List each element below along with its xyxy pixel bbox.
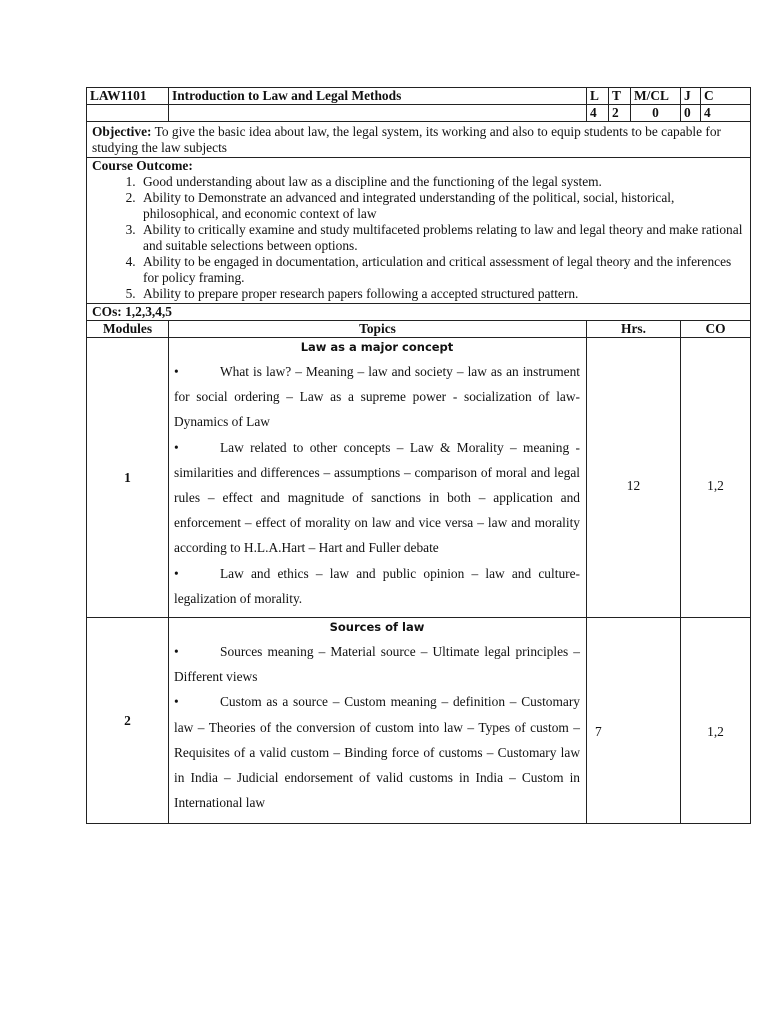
outcome-item: 4. Ability to be engaged in documentation, articulation and critical assessment of legal theory and the inferences for policy framing. — [139, 254, 745, 286]
bullet-icon: • — [174, 364, 179, 379]
column-header-co: CO — [681, 321, 751, 338]
module-hours: 12 — [587, 338, 681, 618]
module-number: 2 — [87, 618, 169, 824]
module-number: 1 — [87, 338, 169, 618]
topic-paragraph — [174, 689, 580, 815]
credit-label-c: C — [701, 88, 751, 105]
module-heading: Sources of law — [329, 620, 425, 635]
syllabus-table — [86, 87, 751, 824]
column-header-modules: Modules — [87, 321, 169, 338]
module-co: 1,2 — [681, 338, 751, 618]
column-header-topics: Topics — [169, 321, 587, 338]
column-header-row — [87, 321, 751, 338]
topic-text: Custom as a source – Custom meaning – definition – Customary law – Theories of the conversion of custom into law – Types of custom – Requisites of a valid custom – Binding force of customs – Customary law in India – Judicial endorsement of valid customs in India – Custom in International law — [174, 694, 580, 811]
topic-paragraph — [174, 435, 580, 561]
objective-cell — [87, 122, 751, 158]
topic-text: Law related to other concepts – Law & Morality – meaning - similarities and differences – assumptions – comparison of moral and legal rules – effect and magnitude of sanctions in both – application and enforcement – effect of morality on law and vice versa – law and morality according to H.L.A.Hart – Hart and Fuller debate — [174, 439, 580, 556]
outcome-item: 1. Good understanding about law as a discipline and the functioning of the legal system. — [139, 174, 745, 190]
module-topics — [169, 338, 587, 618]
module-row — [87, 618, 751, 824]
cos-line: COs: 1,2,3,4,5 — [87, 304, 751, 321]
credit-value-j: 0 — [681, 105, 701, 122]
credit-label-t: T — [609, 88, 631, 105]
cos-row — [87, 304, 751, 321]
course-outcome-cell — [87, 158, 751, 304]
topic-paragraph — [174, 639, 580, 689]
objective-row — [87, 122, 751, 158]
topic-text: What is law? – Meaning – law and society – law as an instrument for social ordering – Law as a supreme power - socialization of law- Dynamics of Law — [174, 364, 580, 430]
objective-text: To give the basic idea about law, the legal system, its working and also to equip students to be capable for studying the law subjects — [92, 124, 722, 155]
credit-label-j: J — [681, 88, 701, 105]
bullet-icon: • — [174, 565, 179, 581]
course-title: Introduction to Law and Legal Methods — [169, 88, 587, 105]
topic-paragraph — [174, 359, 580, 435]
blank-cell — [87, 105, 169, 122]
module-co: 1,2 — [681, 618, 751, 824]
module-row — [87, 338, 751, 618]
header-row — [87, 88, 751, 105]
objective-label: Objective: — [92, 124, 152, 139]
outcome-item: 5. Ability to prepare proper research papers following a accepted structured pattern. — [139, 286, 745, 302]
outcome-item: 2. Ability to Demonstrate an advanced and integrated understanding of the political, social, historical, philosophical, and economic context of law — [139, 190, 745, 222]
credit-value-t: 2 — [609, 105, 631, 122]
topic-paragraph — [174, 561, 580, 611]
course-outcome-label: Course Outcome: — [92, 158, 193, 173]
bullet-icon: • — [174, 694, 179, 710]
credit-values-row — [87, 105, 751, 122]
blank-cell — [169, 105, 587, 122]
topic-text: Law and ethics – law and public opinion – law and culture- legalization of morality. — [174, 565, 580, 606]
credit-value-l: 4 — [587, 105, 609, 122]
credit-label-mcl: M/CL — [631, 88, 681, 105]
credit-value-c: 4 — [701, 105, 751, 122]
topic-text: Sources meaning – Material source – Ultimate legal principles – Different views — [174, 644, 580, 685]
bullet-icon: • — [174, 439, 179, 455]
outcome-item: 3. Ability to critically examine and study multifaceted problems relating to law and legal theory and make rational and suitable selections between options. — [139, 222, 745, 254]
credit-value-mcl: 0 — [631, 105, 681, 122]
module-hours: 7 — [587, 618, 681, 824]
course-outcome-row — [87, 158, 751, 304]
module-heading: Law as a major concept — [300, 340, 454, 354]
column-header-hrs: Hrs. — [587, 321, 681, 338]
course-code: LAW1101 — [87, 88, 169, 105]
course-outcome-list — [92, 174, 745, 302]
credit-label-l: L — [587, 88, 609, 105]
bullet-icon: • — [174, 644, 179, 660]
module-topics — [169, 618, 587, 824]
